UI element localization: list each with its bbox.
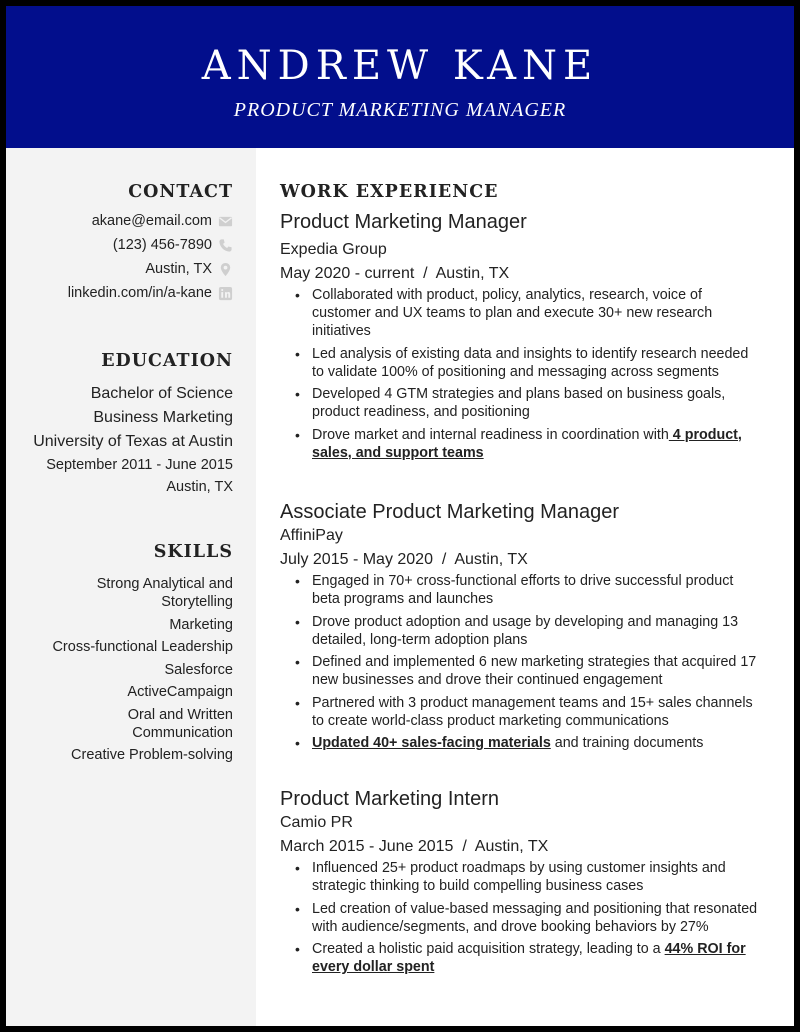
contact-section <box>13 181 233 305</box>
contact-email[interactable] <box>13 209 233 233</box>
job-bullet <box>312 734 760 752</box>
bullet-text: Collaborated with product, policy, analytics, research, voice of customer and UX teams to plan and execute 30+ new research initiatives <box>312 287 713 339</box>
job-bullet <box>312 694 760 730</box>
education-dates: September 2011 - June 2015 <box>46 457 233 473</box>
contact-email-text[interactable]: akane@email.com <box>91 213 212 229</box>
contact-linkedin-text[interactable]: linkedin.com/in/a-kane <box>67 285 212 301</box>
skill-item: Marketing <box>169 616 233 633</box>
skills-section <box>33 541 233 769</box>
job-bullet <box>312 426 760 462</box>
contact-location <box>13 257 233 281</box>
job-title: Product Marketing Manager <box>280 211 527 233</box>
job-bullet <box>312 345 760 381</box>
job-bullet <box>312 653 760 689</box>
job-entry <box>280 500 760 757</box>
job-title: Product Marketing Intern <box>280 788 499 810</box>
bullet-text: Partnered with 3 product management teams and 15+ sales channels to create world-class product marketing communications <box>312 694 753 729</box>
bullet-text: Influenced 25+ product roadmaps by using customer insights and strategic thinking to build compelling business cases <box>312 860 726 894</box>
skill-item: Salesforce <box>164 661 233 678</box>
contact-linkedin[interactable] <box>13 281 233 305</box>
contact-phone-text[interactable]: (123) 456-7890 <box>112 237 212 253</box>
job-bullet <box>312 613 760 649</box>
job-entry <box>280 210 760 466</box>
job-bullets <box>280 286 760 462</box>
job-company: AffiniPay <box>280 527 343 544</box>
education-location: Austin, TX <box>166 479 233 495</box>
skill-item: Oral and Written Communication <box>127 706 233 741</box>
education-section <box>13 350 233 498</box>
job-entry <box>280 787 760 981</box>
bullet-text: Drove market and internal readiness in coordination with <box>312 426 669 443</box>
bullet-text: Defined and implemented 6 new marketing strategies that acquired 17 new businesses and drove their continued engagement <box>312 654 757 688</box>
job-bullet <box>312 859 760 895</box>
job-dates: March 2015 - June 2015 / Austin, TX <box>280 838 549 855</box>
job-bullet <box>312 385 760 421</box>
bullet-text: Created a holistic paid acquisition strategy, leading to a <box>312 941 665 957</box>
resume-page <box>6 6 794 1026</box>
location-icon <box>218 262 233 277</box>
education-degree: Bachelor of Science <box>90 385 233 402</box>
bullet-text: Led analysis of existing data and insights to identify research needed to validate 100% of positioning and messaging across segments <box>312 345 749 380</box>
sidebar <box>6 148 256 1026</box>
job-bullet <box>312 900 760 936</box>
education-heading: EDUCATION <box>101 351 233 371</box>
job-bullets <box>280 859 760 976</box>
resume-header <box>6 6 794 148</box>
bullet-text: Drove product adoption and usage by developing and managing 13 detailed, long-term adoption plans <box>312 613 739 648</box>
experience-heading: WORK EXPERIENCE <box>280 182 499 202</box>
job-company: Camio PR <box>280 814 353 831</box>
bullet-text: Led creation of value-based messaging and positioning that resonated with audience/segments, and drove booking behaviors by 27% <box>312 900 758 935</box>
skill-item: Cross-functional Leadership <box>52 639 233 655</box>
candidate-name: ANDREW KANE <box>201 43 599 89</box>
linkedin-icon <box>218 286 233 301</box>
bullet-text: Developed 4 GTM strategies and plans based on business goals, product readiness, and positioning <box>312 386 726 420</box>
job-bullet <box>312 940 760 976</box>
contact-location-text: Austin, TX <box>145 261 212 277</box>
job-dates: July 2015 - May 2020 / Austin, TX <box>280 551 528 568</box>
phone-icon <box>218 238 233 253</box>
job-bullets <box>280 572 760 752</box>
skills-heading: SKILLS <box>153 542 233 562</box>
job-title: Associate Product Marketing Manager <box>280 501 620 523</box>
job-bullet <box>312 572 760 608</box>
bullet-link[interactable]: 4 product, sales, and support teams <box>312 426 742 461</box>
skill-item: Strong Analytical and Storytelling <box>96 576 233 610</box>
bullet-link[interactable]: 44% ROI for every dollar spent <box>312 941 746 975</box>
contact-phone[interactable] <box>13 233 233 257</box>
job-bullet <box>312 286 760 340</box>
bullet-text: Engaged in 70+ cross-functional efforts to drive successful product beta programs and launches <box>312 573 734 607</box>
contact-heading: CONTACT <box>128 182 233 202</box>
candidate-role: PRODUCT MARKETING MANAGER <box>233 99 567 121</box>
education-school: University of Texas at Austin <box>33 433 233 450</box>
bullet-link[interactable]: Updated 40+ sales-facing materials <box>312 735 551 751</box>
skill-item: Creative Problem-solving <box>71 747 233 763</box>
job-dates: May 2020 - current / Austin, TX <box>280 265 510 282</box>
education-major: Business Marketing <box>93 409 233 426</box>
bullet-text: and training documents <box>550 735 704 751</box>
skill-item: ActiveCampaign <box>127 684 233 700</box>
email-icon <box>218 214 233 229</box>
job-company: Expedia Group <box>280 241 387 258</box>
